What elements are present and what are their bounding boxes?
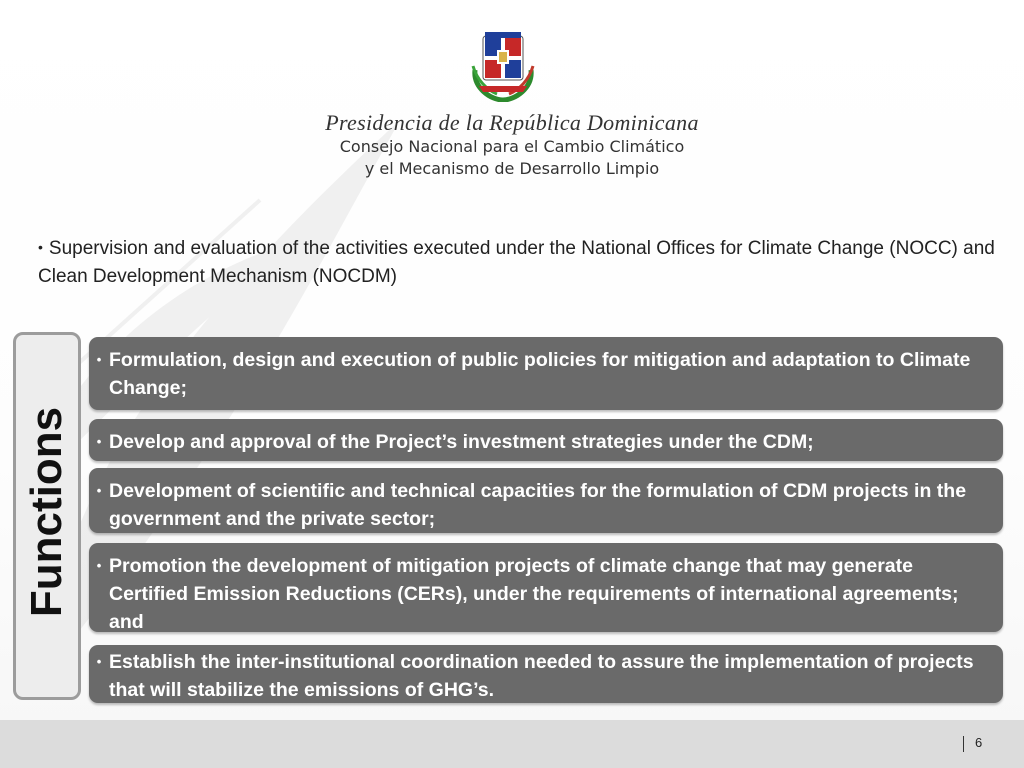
functions-label: Functions: [22, 406, 71, 618]
bullet-icon: •: [38, 239, 43, 255]
function-item-text: Promotion the development of mitigation projects of climate change that may generate Certified Emission Reductions (CERs), under the requirements of international agreements; and: [109, 555, 959, 633]
function-item-2: [89, 419, 1003, 461]
function-item-3: [89, 468, 1003, 533]
function-item-5: [89, 645, 1003, 703]
bullet-icon: •: [96, 352, 102, 367]
bullet-icon: •: [96, 483, 102, 498]
org-name-line-1: Presidencia de la República Dominicana: [325, 110, 699, 135]
bullet-icon: •: [96, 654, 102, 669]
function-item-text: Formulation, design and execution of public policies for mitigation and adaptation to Climate Change;: [109, 349, 971, 399]
coat-of-arms-logo: [467, 30, 539, 102]
function-item-text: Develop and approval of the Project’s investment strategies under the CDM;: [109, 431, 814, 453]
function-item-text: Establish the inter-institutional coordination needed to assure the implementation of projects that will stabilize the emissions of GHG’s.: [109, 651, 974, 701]
intro-bullet-paragraph: [38, 233, 998, 291]
org-name-line-2: Consejo Nacional para el Cambio Climático: [339, 137, 685, 156]
function-item-1: [89, 337, 1003, 410]
org-name-line-3: y el Mecanismo de Desarrollo Limpio: [364, 159, 660, 178]
footer-bar: [0, 720, 1024, 768]
function-item-4: [89, 543, 1003, 632]
bullet-icon: •: [96, 434, 102, 449]
page-number: 6: [975, 735, 983, 750]
bullet-icon: •: [96, 558, 102, 573]
page-separator: [963, 736, 964, 752]
function-item-text: Development of scientific and technical capacities for the formulation of CDM projects in the government and the private sector;: [109, 480, 967, 530]
intro-text: Supervision and evaluation of the activities executed under the National Offices for Climate Change (NOCC) and Clean Development Mechanism (NOCDM): [38, 238, 995, 287]
